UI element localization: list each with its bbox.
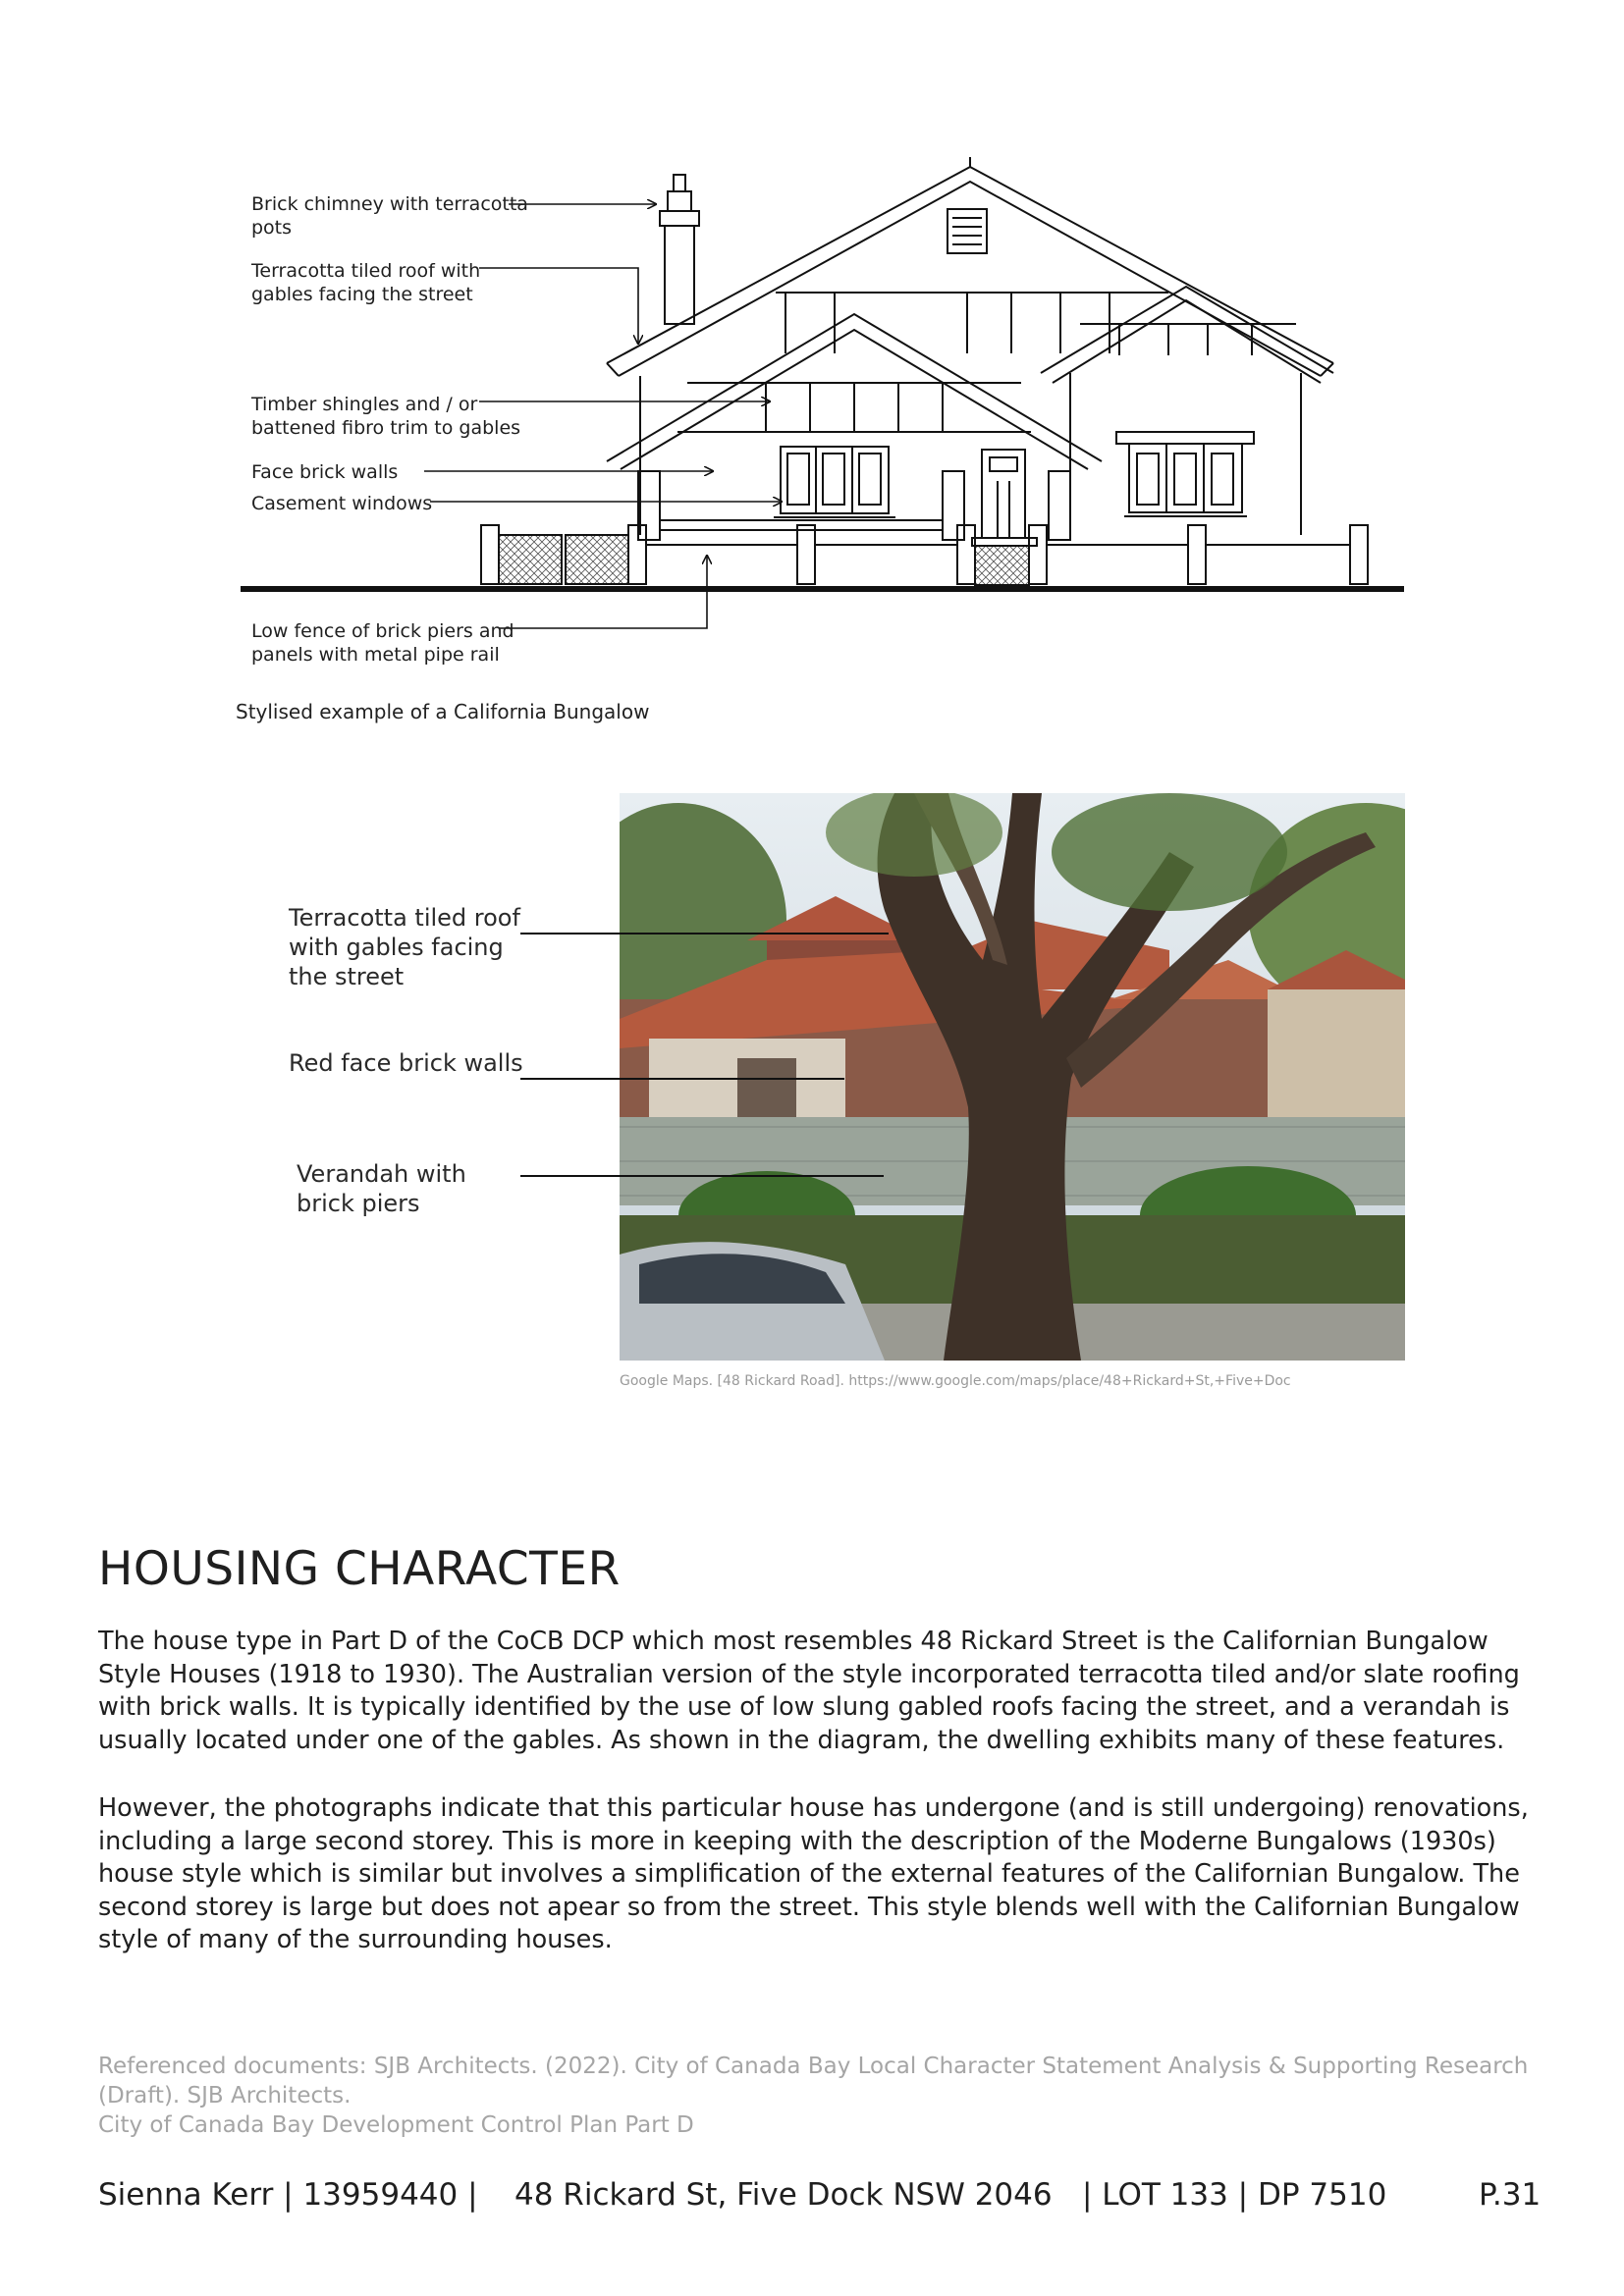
footer-address: 48 Rickard St, Five Dock NSW 2046 (514, 2177, 1053, 2213)
reference-line-1: Referenced documents: SJB Architects. (2022). City of Canada Bay Local Character Statement Analysis & Supporting Research (Draft). SJB Architects. (98, 2054, 1529, 2109)
bungalow-diagram (0, 0, 1624, 746)
paragraph-2: However, the photographs indicate that this particular house has undergone (and is still undergoing) renovations, including a large second storey. This is more in keeping with the description of the Moderne Bungalows (1930s) house style which is similar but involves a simplification of the external features of the Californian Bungalow. The second storey is large but does not apear so from the street. This style blends well with the Californian Bungalow style of many of the surrounding houses. (98, 1793, 1529, 1954)
footer-page-number: P.31 (1479, 2177, 1542, 2213)
street-photo (620, 793, 1405, 1361)
paragraph-1: The house type in Part D of the CoCB DCP which most resembles 48 Rickard Street is the Californian Bungalow Style Houses (1918 to 1930). The Australian version of the style incorporated terracotta tiled and/or slate roofing with brick walls. It is typically identified by the use of low slung gabled roofs facing the street, and a verandah is usually located under one of the gables. As shown in the diagram, the dwelling exhibits many of these features. (98, 1627, 1520, 1755)
photo-label-verandah: Verandah with brick piers (297, 1160, 466, 1217)
footer-author: Sienna Kerr | 13959440 | (98, 2177, 478, 2213)
street-photo-illustration (620, 793, 1405, 1361)
section-title: HOUSING CHARACTER (98, 1542, 621, 1596)
diagram-label-walls: Face brick walls (251, 461, 399, 483)
diagram-label-chimney: Brick chimney with terracotta pots (251, 193, 528, 239)
diagram-label-fence: Low fence of brick piers and panels with metal pipe rail (251, 620, 514, 666)
diagram-label-shingles: Timber shingles and / or battened fibro trim to gables (251, 394, 521, 439)
diagram-caption: Stylised example of a California Bungalow (236, 700, 650, 723)
reference-line-2: City of Canada Bay Development Control Plan Part D (98, 2112, 694, 2138)
photo-caption: Google Maps. [48 Rickard Road]. https://www.google.com/maps/place/48+Rickard+St,+Five+Doc (620, 1373, 1291, 1389)
diagram-label-roof: Terracotta tiled roof with gables facing the street (251, 260, 481, 305)
photo-label-walls: Red face brick walls (289, 1049, 523, 1077)
references (98, 2052, 1532, 2140)
diagram-label-windows: Casement windows (251, 493, 433, 514)
footer-lot: | LOT 133 | DP 7510 (1082, 2177, 1387, 2213)
bungalow-elevation-drawing (0, 0, 1624, 746)
photo-label-roof: Terracotta tiled roof with gables facing the street (289, 904, 520, 990)
